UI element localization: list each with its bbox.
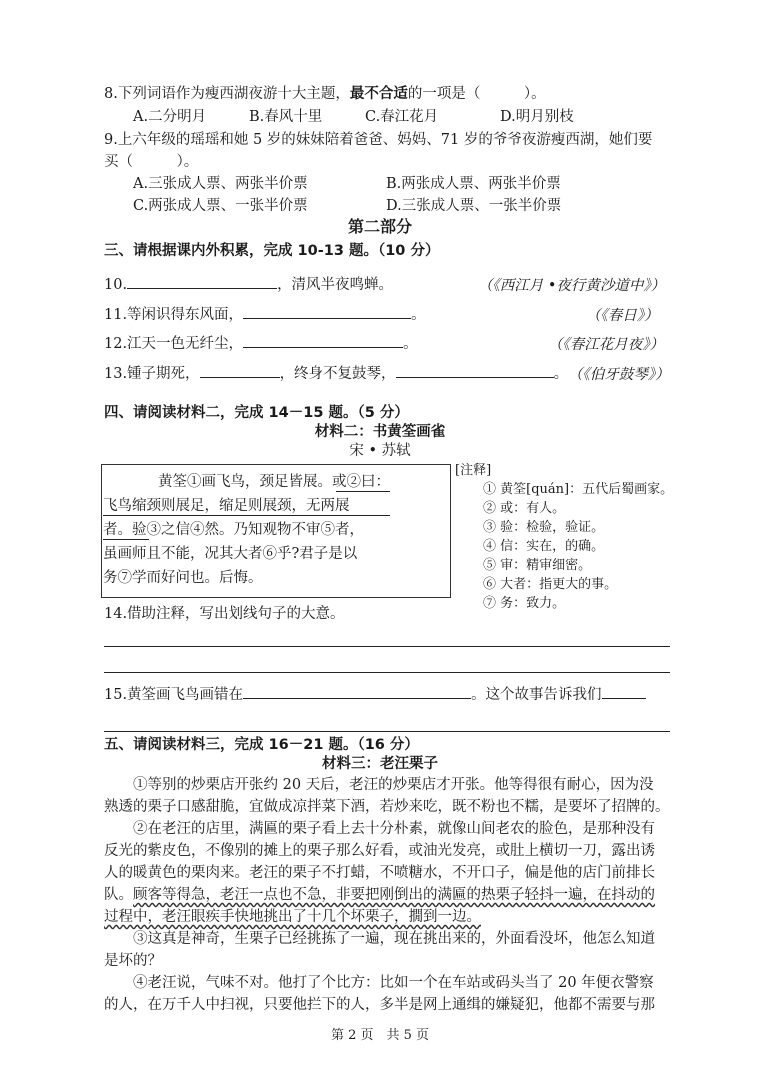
p2-wavy-sentence-2: 过程中，老汪眼疾手快地挑出了十几个坏栗子，撊到一边。 — [104, 909, 481, 925]
p2-line-2: 反光的紫皮色，不像别的摊上的栗子那么好看，或油光发亮，或肚上横切一刀，露出诱 — [104, 843, 655, 859]
note-3: ③ 验：检验，验证。 — [483, 520, 605, 535]
q9-option-d: D.三张成人票、一张半价票 — [386, 198, 562, 214]
q9-option-b: B.两张成人票、两张半价票 — [386, 176, 561, 192]
q8-stem: 8.下列词语作为瘦西湖夜游十大主题，最不合适的一项是（ ）。 — [104, 86, 546, 102]
q15: 15.黄筌画飞鸟画错在 。这个故事告诉我们 — [104, 684, 646, 705]
q9-stem-line2: 买（ ）。 — [104, 154, 199, 170]
q13-blank-2[interactable] — [396, 363, 554, 378]
q13-blank-1[interactable] — [200, 363, 280, 378]
page-footer: 第 2 页 共 5 页 — [330, 1028, 430, 1043]
q14: 14.借助注释，写出划线句子的大意。 — [104, 606, 345, 622]
q13-source: （《伯牙鼓琴》） — [568, 367, 670, 383]
note-2: ② 或：有人。 — [483, 501, 566, 516]
material3-title: 材料三：老汪栗子 — [322, 756, 438, 772]
q11-source: （《春日》） — [586, 308, 659, 324]
section5-heading: 五、请阅读材料三，完成 16－21 题。（16 分） — [104, 737, 419, 753]
note-6: ⑥ 大者：指更大的事。 — [483, 577, 618, 592]
passage-line-5: 务⑦学而好问也。后悔。 — [103, 570, 263, 586]
passage-line-1: 黄筌①画飞鸟，颈足皆展。或②曰： — [158, 474, 390, 490]
passage-underline-3 — [103, 539, 149, 540]
p2-line-3: 人的暖黄色的栗肉来。老汪的栗子不打蜡，不喷糖水，不开口子，偏是他的店门前排长 — [104, 865, 655, 881]
passage-underline-2 — [103, 515, 390, 516]
q11-blank[interactable] — [243, 304, 411, 319]
q12: 12.江天一色无纤尘， 。 — [104, 333, 418, 354]
q10-blank[interactable] — [127, 274, 277, 289]
part-title: 第二部分 — [347, 217, 412, 236]
q15-answer-line[interactable] — [104, 731, 670, 732]
notes-title: [注释] — [455, 463, 492, 478]
passage-line-3: 者。验③之信④然。乃知观物不审⑤者， — [103, 522, 364, 538]
q12-source: （《春江花月夜》） — [548, 337, 664, 353]
q12-blank[interactable] — [243, 333, 403, 348]
q8-option-c: C.春江花月 — [365, 109, 439, 125]
note-4: ④ 信：实在，的确。 — [483, 539, 605, 554]
note-5: ⑤ 审：精审细密。 — [483, 558, 592, 573]
q14-answer-line-1[interactable] — [104, 646, 670, 647]
p4-line-1: ④老汪说，气味不对。他打了个比方：比如一个在车站或码头当了 20 年便衣警察 — [133, 975, 654, 991]
p2-line-4: 队。顾客等得急，老汪一点也不急，非要把刚倒出的满匾的热栗子轻抖一遍，在抖动的 — [104, 887, 655, 903]
material2-author: 宋 • 苏轼 — [349, 443, 411, 459]
p1-line-2: 熟透的栗子口感甜脆，宜做成凉拌菜下酒，若炒来吃，既不粉也不糯，是要坏了招牌的。 — [104, 799, 670, 815]
p2-line-1: ②在老汪的店里，满匾的栗子看上去十分朴素，就像山间老农的脸色，是那种没有 — [133, 821, 655, 837]
q14-answer-line-2[interactable] — [104, 672, 670, 673]
q11: 11.等闲识得东风面， 。 — [104, 304, 426, 325]
p4-line-2: 的人，在万千人中扫视，只要他拦下的人，多半是网上通缉的嫌疑犯，他都不需要与那 — [104, 997, 655, 1013]
p2-wavy-sentence-1: 顾客等得急，老汪一点也不急，非要把刚倒出的满匾的热栗子轻抖一遍，在抖动的 — [133, 887, 655, 903]
q9-option-a: A.三张成人票、两张半价票 — [133, 176, 308, 192]
q15-blank-1[interactable] — [243, 684, 471, 699]
q8-option-d: D.明月别枝 — [500, 109, 574, 125]
note-1: ① 黄筌[quán]：五代后蜀画家。 — [483, 482, 674, 497]
q8-option-a: A.二分明月 — [133, 109, 207, 125]
p1-line-1: ①等别的炒栗店开张约 20 天后，老汪的炒栗店才开张。他等得很有耐心，因为没 — [133, 777, 654, 793]
p3-line-2: 是坏的？ — [104, 953, 162, 969]
q9-stem-line1: 9.上六年级的瑶瑶和她 5 岁的妹妹陪着爸爸、妈妈、71 岁的爷爷夜游瘦西湖，她们要 — [104, 132, 653, 148]
p3-line-1: ③这真是神奇，生栗子已经挑拣了一遍，现在挑出来的，外面看没坏，他怎么知道 — [133, 931, 655, 947]
q10: 10. ，清风半夜鸣蝉。 — [104, 274, 393, 295]
passage-line-2: 飞鸟缩颈则展足，缩足则展颈，无两展 — [103, 498, 350, 514]
q8-option-b: B.春风十里 — [249, 109, 323, 125]
q10-source: （《西江月 •夜行黄沙道中》） — [478, 278, 666, 294]
passage-underline-1 — [336, 491, 390, 492]
q15-blank-2[interactable] — [602, 684, 646, 699]
passage-line-4: 虽画师且不能，况其大者⑥乎?君子是以 — [103, 546, 358, 562]
section4-heading: 四、请阅读材料二，完成 14－15 题。（5 分） — [104, 405, 409, 421]
p2-line-5 — [104, 906, 481, 928]
material2-title: 材料二：书黄筌画雀 — [314, 424, 446, 440]
note-7: ⑦ 务：致力。 — [483, 596, 566, 611]
q9-option-c: C.两张成人票、一张半价票 — [133, 198, 308, 214]
q13: 13.锺子期死， ，终身不复鼓琴， 。 — [104, 363, 568, 384]
section3-heading: 三、请根据课内外积累，完成 10-13 题。（10 分） — [104, 243, 440, 259]
